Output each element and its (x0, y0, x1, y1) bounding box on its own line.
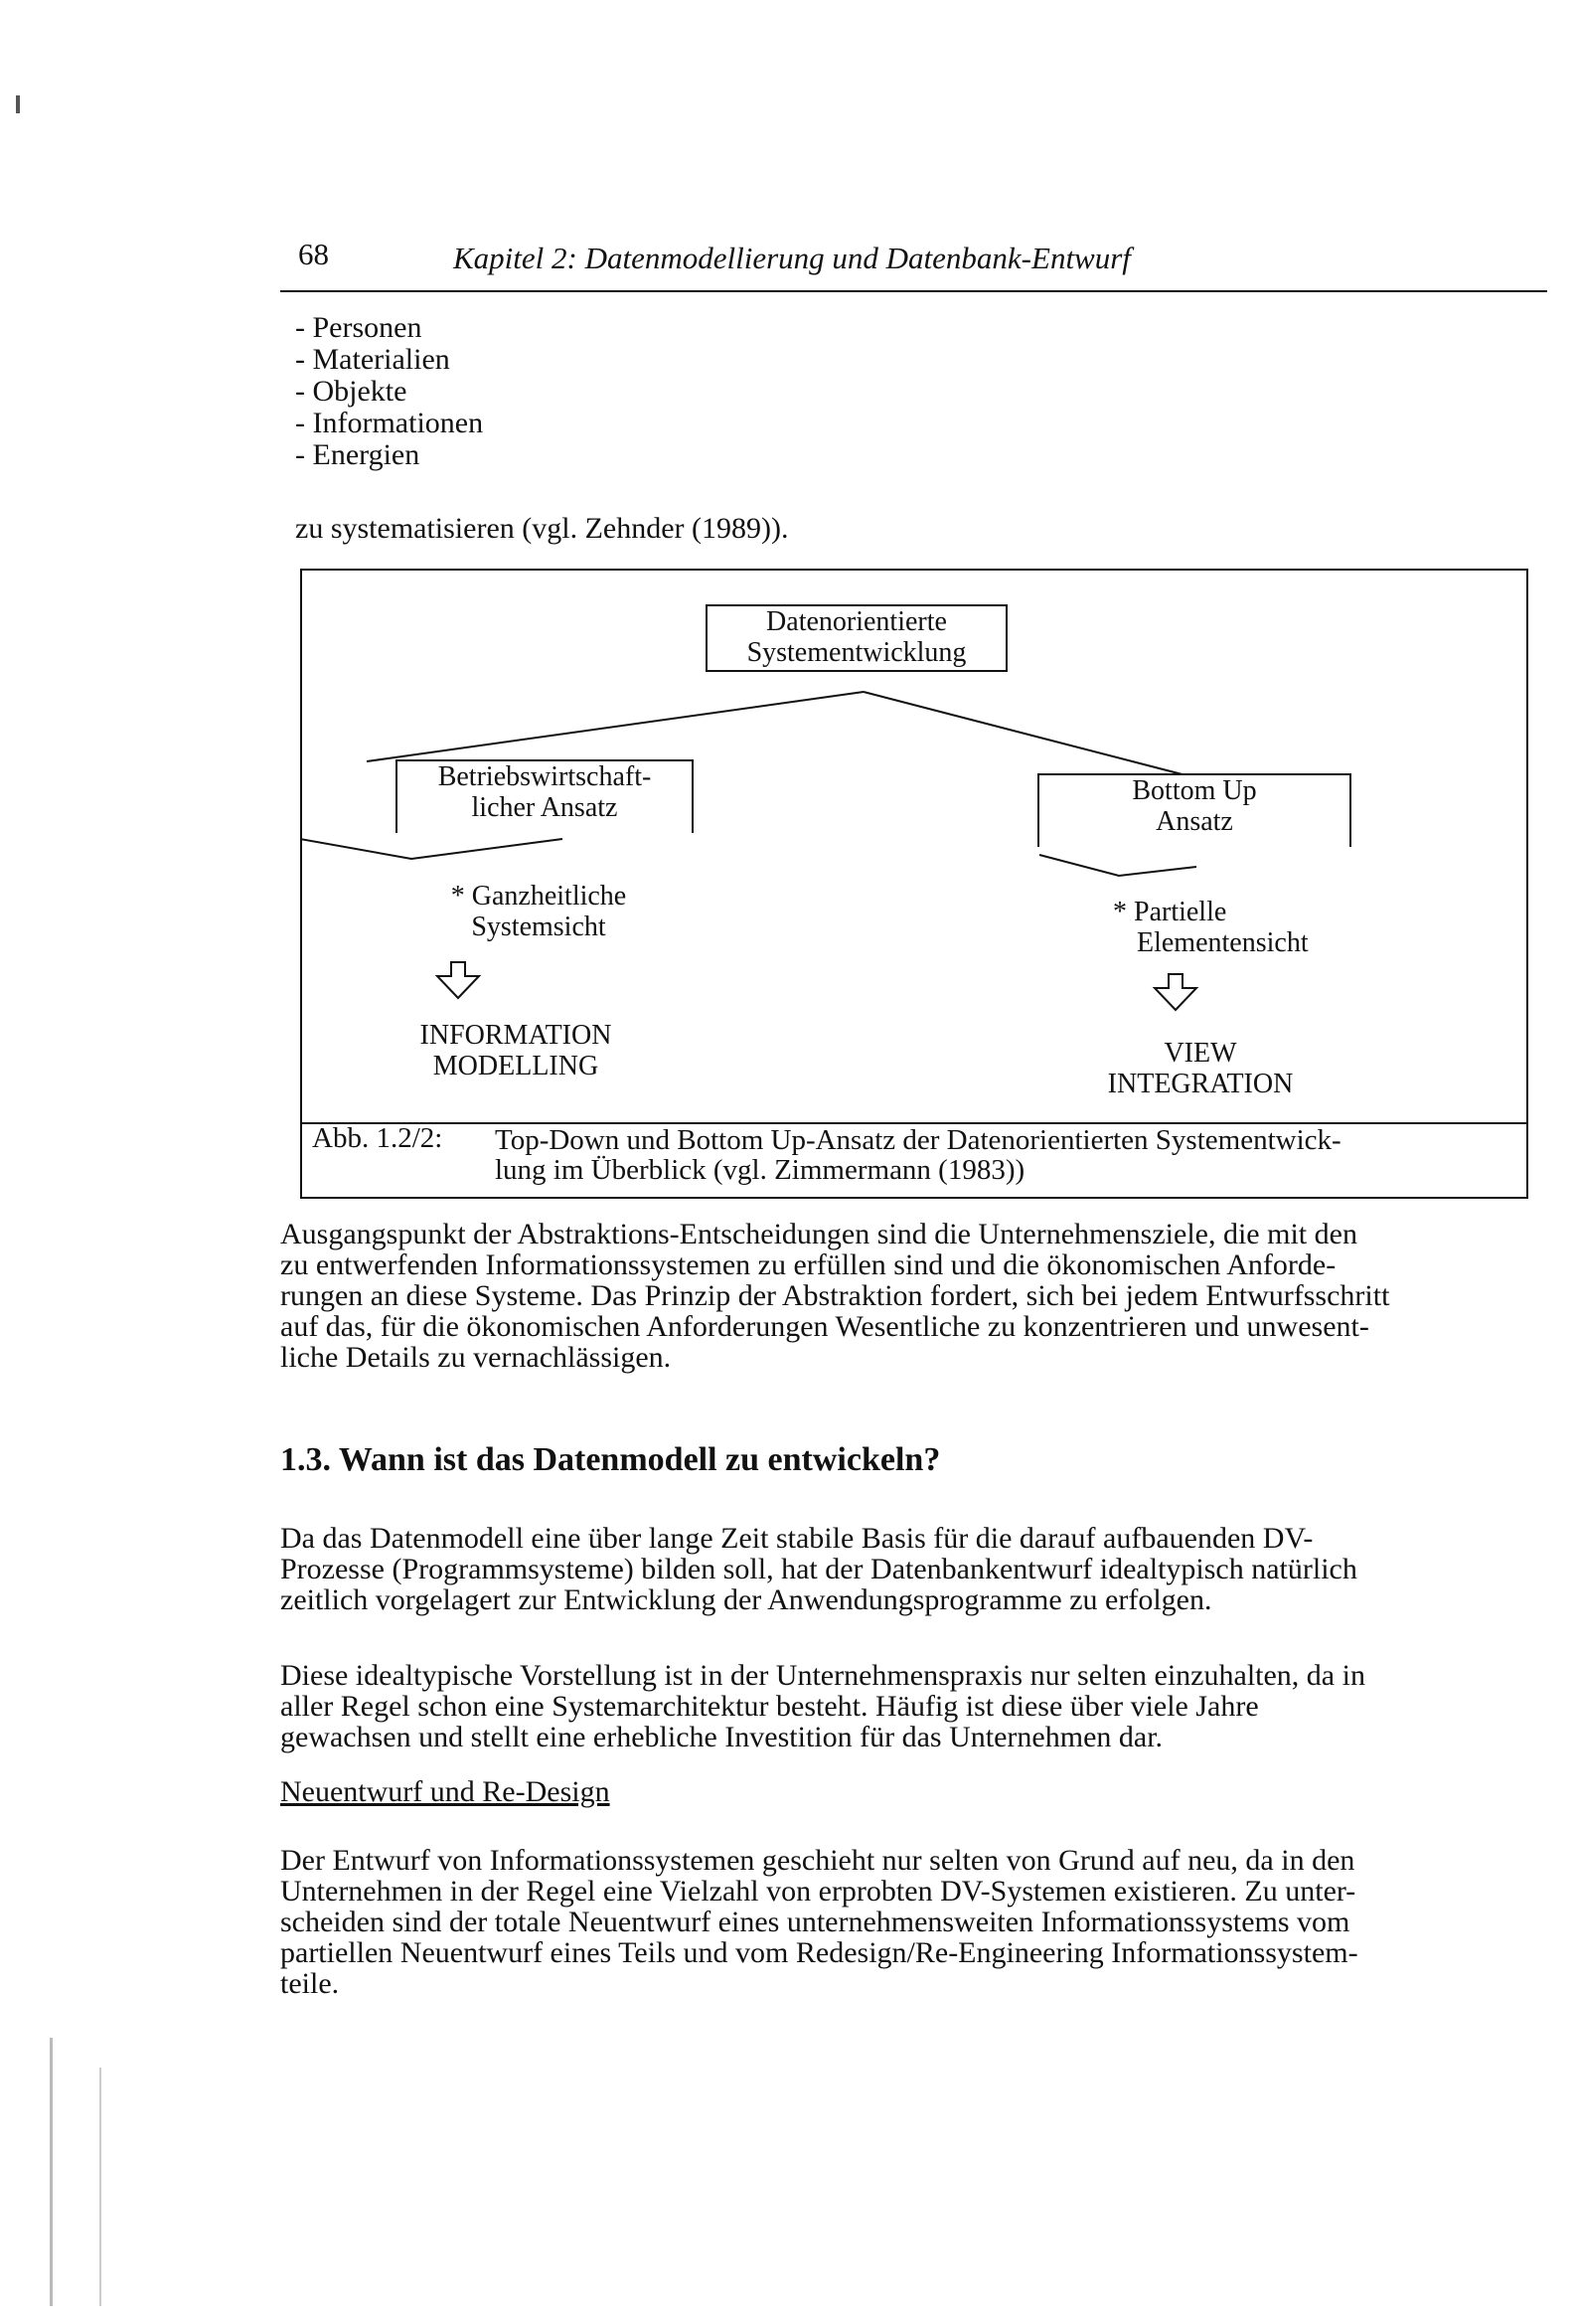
text-line: zu entwerfenden Informationssystemen zu erfüllen sind und die ökonomischen Anforde- (280, 1248, 1337, 1281)
list-item: - Materialien (295, 343, 450, 376)
down-arrow-icon (437, 962, 479, 998)
list-item: - Objekte (295, 375, 407, 408)
top-box (706, 604, 1008, 672)
caption-line: lung im Überblick (vgl. Zimmermann (1983)) (495, 1154, 1025, 1186)
text-line: Der Entwurf von Informationssystemen geschieht nur selten von Grund auf neu, da in den (280, 1844, 1355, 1877)
figure-frame (300, 569, 1528, 1199)
left-box-pennant (302, 839, 562, 859)
paragraph (280, 1219, 1389, 1373)
text-line: zeitlich vorgelagert zur Entwicklung der Anwendungsprogramme zu erfolgen. (280, 1583, 1212, 1616)
text-line: Da das Datenmodell eine über lange Zeit stabile Basis für die darauf aufbauenden DV- (280, 1522, 1314, 1555)
right-approach-box (1037, 773, 1351, 847)
text-line: auf das, für die ökonomischen Anforderungen Wesentliche zu konzentrieren und unwesent- (280, 1310, 1369, 1343)
text-line: rungen an diese Systeme. Das Prinzip der Abstraktion fordert, sich bei jedem Entwurfsschritt (280, 1279, 1390, 1312)
subheading: Neuentwurf und Re-Design (280, 1775, 610, 1808)
text-line: Diese idealtypische Vorstellung ist in der Unternehmenspraxis nur selten einzuhalten, da in (280, 1659, 1365, 1692)
list-item: - Energien (295, 438, 420, 471)
text-line: teile. (280, 1967, 340, 2000)
text-line: gewachsen und stellt eine erhebliche Investition für das Unternehmen dar. (280, 1721, 1164, 1753)
left-approach-box (395, 759, 694, 833)
caption-label: Abb. 1.2/2: (312, 1122, 443, 1154)
text-line: aller Regel schon eine Systemarchitektur besteht. Häufig ist diese über viele Jahre (280, 1690, 1259, 1723)
left-box-line: Betriebswirtschaft- (437, 761, 652, 792)
right-note (1105, 897, 1363, 958)
left-result (392, 1020, 640, 1081)
page-number: 68 (298, 237, 329, 271)
left-box-line: licher Ansatz (471, 792, 618, 823)
top-box-line: Datenorientierte (766, 606, 947, 637)
caption-line: Top-Down und Bottom Up-Ansatz der Datenorientierten Systementwick- (495, 1124, 1341, 1156)
left-note-line: * Ganzheitliche (450, 881, 627, 912)
text-line: Unternehmen in der Regel eine Vielzahl von erprobten DV-Systemen existieren. Zu unter- (280, 1875, 1356, 1908)
text-line: partiellen Neuentwurf eines Teils und vom Redesign/Re-Engineering Informationssystem- (280, 1936, 1358, 1969)
list-item: - Informationen (295, 407, 484, 439)
connector-line (864, 692, 1201, 779)
section-heading: 1.3. Wann ist das Datenmodell zu entwickeln? (280, 1441, 941, 1478)
page-header (280, 233, 1547, 292)
right-note-line: Elementensicht (1137, 927, 1309, 958)
paragraph (280, 1845, 1358, 1999)
text-line: scheiden sind der totale Neuentwurf eines unternehmensweiten Informationssystems vom (280, 1906, 1350, 1938)
right-result-line: INTEGRATION (1107, 1069, 1294, 1099)
intro-tail: zu systematisieren (vgl. Zehnder (1989)). (295, 512, 789, 545)
bullet-list (295, 312, 483, 471)
right-note-line: * Partielle (1113, 897, 1227, 927)
text-line: Ausgangspunkt der Abstraktions-Entscheidungen sind die Unternehmensziele, die mit den (280, 1218, 1357, 1250)
right-result-line: VIEW (1164, 1038, 1237, 1069)
right-result (1071, 1038, 1330, 1099)
scan-mark (16, 95, 20, 113)
scan-mark (50, 2038, 53, 2306)
left-result-line: INFORMATION (419, 1020, 612, 1051)
chapter-title: Kapitel 2: Datenmodellierung und Datenbank-Entwurf (453, 241, 1131, 275)
right-box-pennant (1039, 855, 1196, 876)
scan-mark (99, 2068, 101, 2306)
text-line: liche Details zu vernachlässigen. (280, 1341, 672, 1374)
right-box-line: Bottom Up (1132, 775, 1257, 806)
text-line: Prozesse (Programmsysteme) bilden soll, hat der Datenbankentwurf idealtypisch natürlich (280, 1553, 1357, 1585)
paragraph (280, 1523, 1357, 1615)
list-item: - Personen (295, 311, 422, 344)
header-rule (280, 290, 1547, 292)
top-box-line: Systementwicklung (746, 637, 967, 668)
connector-line (367, 692, 864, 761)
right-box-line: Ansatz (1156, 806, 1233, 837)
down-arrow-icon (1155, 974, 1196, 1010)
left-note-line: Systemsicht (471, 912, 606, 942)
left-note (429, 881, 648, 942)
left-result-line: MODELLING (432, 1051, 599, 1081)
paragraph (280, 1660, 1365, 1752)
